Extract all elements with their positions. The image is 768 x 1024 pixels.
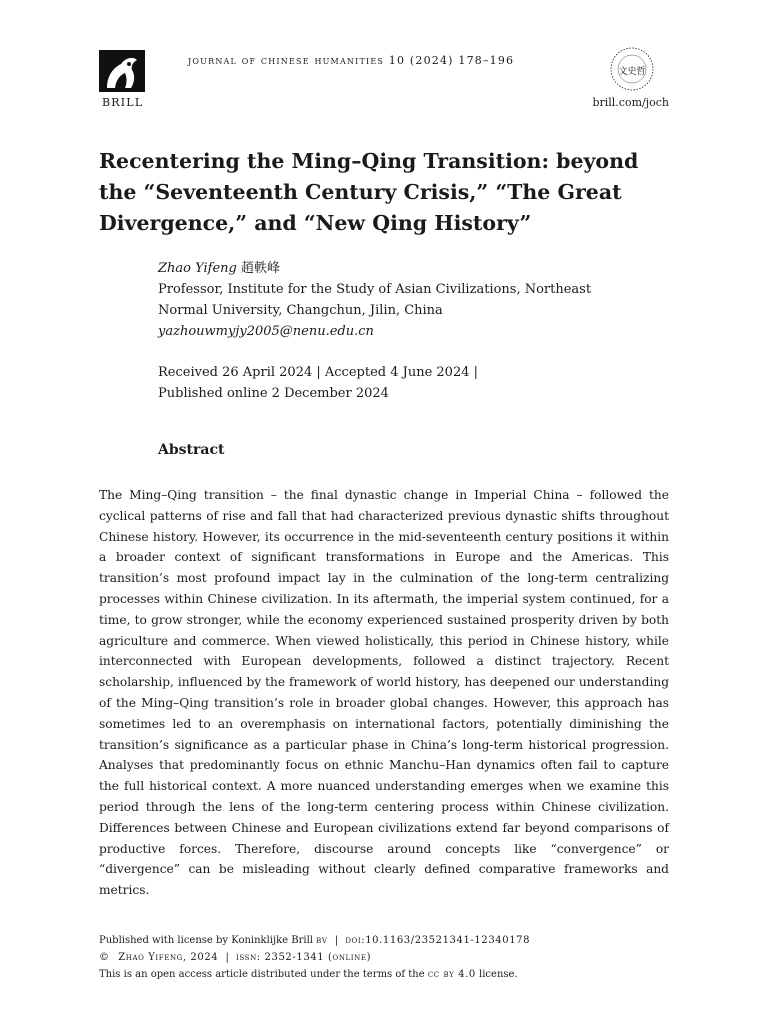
footer-license-line [99, 932, 669, 949]
copyright-symbol: © [99, 952, 109, 963]
author-affiliation-line2: Normal University, Changchun, Jilin, China [158, 303, 443, 318]
journal-seal-text: 文史哲 [618, 67, 646, 77]
author-email-link[interactable]: yazhouwmyjy2005@nenu.edu.cn [158, 324, 374, 339]
article-title: Recentering the Ming–Qing Transition: beyond the “Seventeenth Century Crisis,” “The Great Divergence,” and “New Qing History” [99, 149, 639, 235]
footer [99, 932, 669, 983]
journal-url-link[interactable]: brill.com/joch [592, 96, 669, 109]
license-bv: bv [316, 935, 328, 946]
journal-citation: journal of chinese humanities 10 (2024) 178–196 [188, 54, 515, 67]
open-access-text: This is an open access article distributed under the terms of the [99, 969, 425, 980]
footer-open-access-line [99, 966, 669, 983]
journal-seal-icon [609, 46, 655, 92]
brill-logo-icon [99, 50, 145, 92]
dates-line1: Received 26 April 2024 | Accepted 4 June 2024 | [158, 365, 478, 380]
license-end-text: license. [479, 969, 518, 980]
author-block [158, 258, 678, 342]
cc-by-license-link[interactable]: cc by 4.0 [427, 969, 476, 980]
doi-link[interactable]: doi:10.1163/23521341-12340178 [345, 935, 531, 946]
publication-dates [158, 362, 678, 404]
author-name: Zhao Yifeng [158, 261, 237, 276]
separator: | [225, 952, 229, 963]
issn: issn: 2352-1341 (online) [236, 952, 372, 963]
dates-line2: Published online 2 December 2024 [158, 386, 389, 401]
publisher-name: BRILL [102, 96, 144, 109]
footer-copyright-line [99, 949, 669, 966]
abstract-heading: Abstract [158, 442, 225, 458]
author-affiliation-line1: Professor, Institute for the Study of Asian Civilizations, Northeast [158, 282, 592, 297]
license-text: Published with license by Koninklijke Brill [99, 935, 313, 946]
copyright-holder: Zhao Yifeng, 2024 [118, 952, 219, 963]
separator: | [334, 935, 339, 946]
author-name-chinese: 趙軼峰 [240, 261, 280, 276]
abstract-text: The Ming–Qing transition – the final dynastic change in Imperial China – followed the cyclical patterns of rise and fall that had characterized previous dynastic shifts throughout Chinese history. However, its occurrence in the mid-seventeenth century positions it within a broader context of significant transformations in Europe and the Americas. This transition’s most profound impact lay in the culmination of the long-term centralizing processes within Chinese civilization. In its aftermath, the imperial system continued, for a time, to grow stronger, while the economy experienced sustained prosperity driven by both agriculture and commerce. When viewed holistically, this period in Chinese history, while interconnected with European developments, followed a distinct trajectory. Recent scholarship, influenced by the framework of world history, has deepened our understanding of the Ming–Qing transition’s role in broader global changes. However, this approach has sometimes led to an overemphasis on international factors, potentially diminishing the transition’s significance as a particular phase in China’s long-term historical progression. Analyses that predominantly focus on ethnic Manchu–Han dynamics often fail to capture the full historical context. A more nuanced understanding emerges when we examine this period through the lens of the long-term centering process within Chinese civilization. Differences between Chinese and European civilizations extend far beyond comparisons of productive forces. Therefore, discourse around concepts like “convergence” or “divergence” can be misleading without clearly defined comparative frameworks and metrics. [99, 488, 669, 898]
